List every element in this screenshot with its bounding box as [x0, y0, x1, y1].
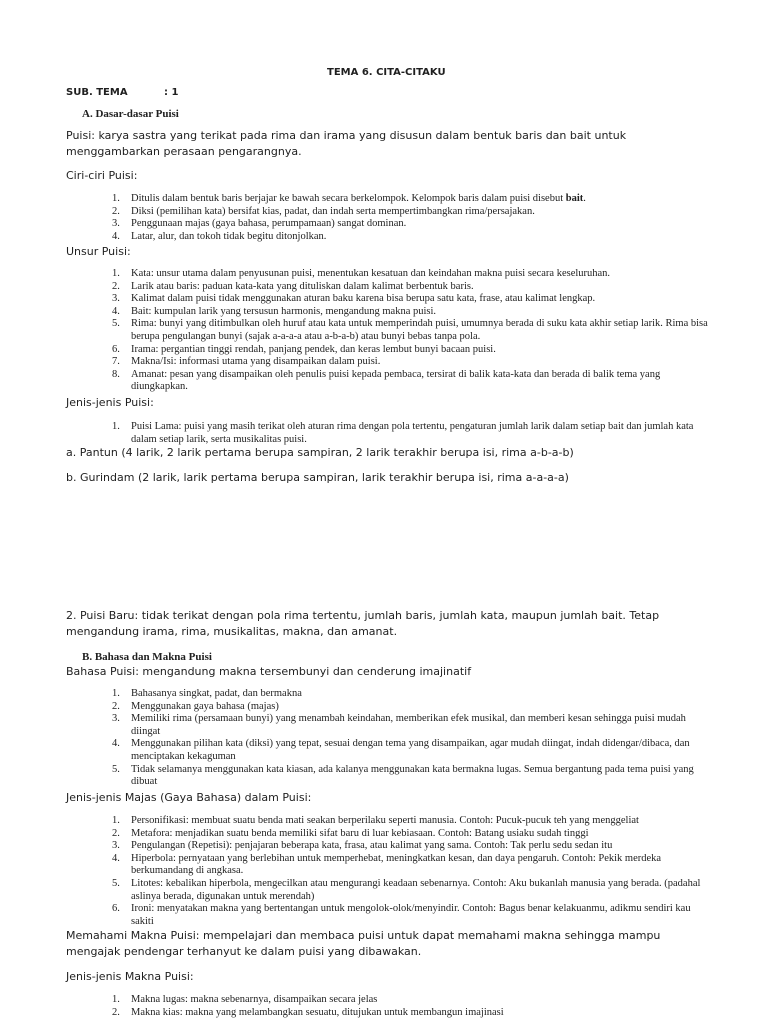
ciri-1-bold: bait	[565, 193, 584, 204]
majas-heading: Jenis-jenis Majas (Gaya Bahasa) dalam Puisi:	[66, 791, 312, 804]
list-item-text: Larik atau baris: paduan kata-kata yang dituliskan dalam kalimat berbentuk baris.	[131, 280, 474, 292]
list-item-text: Latar, alur, dan tokoh tidak begitu ditonjolkan.	[131, 230, 327, 242]
list-item: 3. Memiliki rima (persamaan bunyi) yang menambah keindahan, memberikan efek musikal, dan memberi kesan sehingga puisi mudah diingat	[112, 713, 686, 737]
list-item-text: Penggunaan majas (gaya bahasa, perumpamaan) sangat dominan.	[131, 218, 407, 230]
list-item-text: Makna kias: makna yang melambangkan sesuatu, ditujukan untuk membangun imajinasi	[131, 1006, 504, 1018]
list-item-text: Kata: unsur utama dalam penyusunan puisi, menentukan kesatuan dan keindahan makna puisi secara keseluruhan.	[131, 268, 611, 279]
list-item: 1. Puisi Lama: puisi yang masih terikat oleh aturan rima dengan pola tertentu, pengaturan jumlah larik dalam setiap bait dan jumlah kata dalam setiap larik, serta musikalitas puisi.	[112, 421, 694, 445]
list-item-text: Kalimat dalam puisi tidak menggunakan aturan baku karena bisa berupa satu kata, frase, atau kalimat lengkap.	[131, 293, 596, 305]
list-item: 2. Diksi (pemilihan kata) bersifat kias, padat, dan indah serta mempertimbangkan rima/persajakan.	[112, 205, 535, 217]
list-item: 6. Ironi: menyatakan makna yang bertentangan untuk mengolok-olok/menyindir. Contoh: Bagus benar kelakuanmu, adikmu sendiri kau sakiti	[112, 903, 691, 927]
ciri-1-end: .	[583, 193, 586, 204]
list-item-text: Menggunakan gaya bahasa (majas)	[131, 700, 279, 712]
list-item: 5. Litotes: kebalikan hiperbola, mengecilkan atau mengurangi keadaan sebenarnya. Contoh: Aku bukanlah manusia yang berada. (padahal aslinya berada, digunakan untuk merendah)	[112, 877, 701, 902]
puisi-definition: Puisi: karya sastra yang terikat pada rima dan irama yang disusun dalam bentuk baris dan bait untuk menggambarkan perasaan pengarangnya.	[66, 129, 627, 158]
list-item: 2. Makna kias: makna yang melambangkan sesuatu, ditujukan untuk membangun imajinasi	[112, 1006, 504, 1018]
memahami-makna-text: Memahami Makna Puisi: mempelajari dan membaca puisi untuk dapat memahami makna sehingga mampu mengajak pendengar terhanyut ke dalam puisi yang dibawakan.	[66, 929, 661, 958]
list-item: 2. Metafora: menjadikan suatu benda memiliki sifat baru di luar kebiasaan. Contoh: Batang usiaku sudah tinggi	[112, 827, 589, 839]
bahasa-list	[112, 688, 712, 789]
bahasa-definition: Bahasa Puisi: mengandung makna tersembunyi dan cenderung imajinatif	[66, 665, 472, 678]
list-item-text: Tidak selamanya menggunakan kata kiasan, ada kalanya menggunakan kata bermakna lugas. Semua bergantung pada tema puisi yang dibuat	[131, 763, 694, 788]
list-item: 3. Pengulangan (Repetisi): penjajaran beberapa kata, frasa, atau kalimat yang sama. Contoh: Tak perlu sedu sedan itu	[112, 840, 613, 852]
list-item: 1. Kata: unsur utama dalam penyusunan puisi, menentukan kesatuan dan keindahan makna puisi secara keseluruhan.	[112, 268, 611, 279]
list-item-text: Ironi: menyatakan makna yang bertentangan untuk mengolok-olok/menyindir. Contoh: Bagus benar kelakuanmu, adikmu sendiri kau sakiti	[131, 903, 691, 927]
pantun-text: a. Pantun (4 larik, 2 larik pertama berupa sampiran, 2 larik terakhir berupa isi, rima a-b-a-b)	[66, 446, 574, 459]
list-item-text: Irama: pergantian tinggi rendah, panjang pendek, dan keras lembut bunyi bacaan puisi.	[131, 343, 496, 355]
list-item: 1. Bahasanya singkat, padat, dan bermakna	[112, 688, 302, 699]
list-item: 1. Personifikasi: membuat suatu benda mati seakan berperilaku seperti manusia. Contoh: Pucuk-pucuk teh yang menggeliat	[112, 815, 639, 826]
section-a-heading: A. Dasar-dasar Puisi	[82, 108, 179, 120]
section-b-heading: B. Bahasa dan Makna Puisi	[82, 651, 212, 663]
ciri-1-text: Ditulis dalam bentuk baris berjajar ke bawah secara berkelompok. Kelompok baris dalam puisi disebut	[131, 193, 566, 204]
unsur-heading: Unsur Puisi:	[66, 245, 131, 258]
list-item-text: Rima: bunyi yang ditimbulkan oleh huruf atau kata untuk memperindah puisi, umumnya berada di suku kata akhir setiap larik. Rima bisa berupa pengulangan bunyi (sajak a-a-a-a atau a-b-a-b) atau bunyi bebas tanpa pola.	[131, 318, 708, 342]
list-item-text: Diksi (pemilihan kata) bersifat kias, padat, dan indah serta mempertimbangkan rima/persajakan.	[131, 205, 535, 217]
list-item: 4. Hiperbola: pernyataan yang berlebihan untuk memperhebat, meningkatkan kesan, dan daya pengaruh. Contoh: Pekik merdeka berkumandang di angkasa.	[112, 852, 662, 877]
list-item-text: Pengulangan (Repetisi): penjajaran beberapa kata, frasa, atau kalimat yang sama. Contoh: Tak perlu sedu sedan itu	[131, 840, 613, 852]
list-item-text: Menggunakan pilihan kata (diksi) yang tepat, sesuai dengan tema yang disampaikan, agar mudah diingat, indah didengar/dibaca, dan menciptakan kekaguman	[131, 738, 690, 762]
list-item: 4. Latar, alur, dan tokoh tidak begitu ditonjolkan.	[112, 230, 327, 242]
list-item-text: Puisi Lama: puisi yang masih terikat oleh aturan rima dengan pola tertentu, pengaturan jumlah larik dalam setiap bait dan jumlah kata dalam setiap larik, serta musikalitas puisi.	[131, 421, 694, 445]
list-item-text: Personifikasi: membuat suatu benda mati seakan berperilaku seperti manusia. Contoh: Pucuk-pucuk teh yang menggeliat	[131, 815, 639, 826]
jenis-list	[112, 421, 712, 446]
subtema-label: SUB. TEMA	[66, 87, 128, 98]
ciri-heading: Ciri-ciri Puisi:	[66, 169, 138, 182]
list-item: 5. Tidak selamanya menggunakan kata kiasan, ada kalanya menggunakan kata bermakna lugas. Semua bergantung pada tema puisi yang dibuat	[112, 763, 694, 788]
list-item: 4. Menggunakan pilihan kata (diksi) yang tepat, sesuai dengan tema yang disampaikan, agar mudah diingat, indah didengar/dibaca, dan menciptakan kekaguman	[112, 738, 690, 762]
list-item: 2. Larik atau baris: paduan kata-kata yang dituliskan dalam kalimat berbentuk baris.	[112, 280, 474, 292]
makna-list	[112, 994, 712, 1019]
jenis-heading: Jenis-jenis Puisi:	[66, 396, 154, 409]
list-item-text: Bait: kumpulan larik yang tersusun harmonis, mengandung makna puisi.	[131, 305, 437, 317]
list-item-text: Litotes: kebalikan hiperbola, mengecilkan atau mengurangi keadaan sebenarnya. Contoh: Aku bukanlah manusia yang berada. (padahal aslinya berada, digunakan untuk merendah)	[131, 877, 701, 902]
list-item: 1. Ditulis dalam bentuk baris berjajar ke bawah secara berkelompok. Kelompok baris dalam puisi disebut bait.	[112, 193, 586, 204]
list-item-text: Hiperbola: pernyataan yang berlebihan untuk memperhebat, meningkatkan kesan, dan daya pengaruh. Contoh: Pekik merdeka berkumandang di angkasa.	[131, 852, 662, 877]
doc-title: TEMA 6. CITA-CITAKU	[327, 67, 446, 78]
list-item: 5. Rima: bunyi yang ditimbulkan oleh huruf atau kata untuk memperindah puisi, umumnya berada di suku kata akhir setiap larik. Rima bisa berupa pengulangan bunyi (sajak a-a-a-a atau a-b-a-b) atau bunyi bebas tanpa pola.	[112, 318, 708, 342]
gurindam-text: b. Gurindam (2 larik, larik pertama berupa sampiran, larik terakhir berupa isi, rima a-a-a-a)	[66, 471, 569, 484]
list-item-text: Bahasanya singkat, padat, dan bermakna	[131, 688, 302, 699]
subtema-value: : 1	[164, 87, 179, 98]
list-item: 6. Irama: pergantian tinggi rendah, panjang pendek, dan keras lembut bunyi bacaan puisi.	[112, 343, 496, 355]
list-item: 8. Amanat: pesan yang disampaikan oleh penulis puisi kepada pembaca, tersirat di balik kata-kata dan berada di balik tema yang diungkapkan.	[112, 368, 661, 393]
list-item: 1. Makna lugas: makna sebenarnya, disampaikan secara jelas	[112, 994, 378, 1005]
list-item-text: Makna/Isi: informasi utama yang disampaikan dalam puisi.	[131, 356, 381, 368]
list-item-text: Metafora: menjadikan suatu benda memiliki sifat baru di luar kebiasaan. Contoh: Batang usiaku sudah tinggi	[131, 827, 589, 839]
list-item-text: Amanat: pesan yang disampaikan oleh penulis puisi kepada pembaca, tersirat di balik kata-kata dan berada di balik tema yang diungkapkan.	[131, 368, 661, 393]
unsur-list	[112, 268, 712, 394]
majas-list	[112, 815, 712, 928]
list-item: 3. Penggunaan majas (gaya bahasa, perumpamaan) sangat dominan.	[112, 218, 407, 230]
list-item: 3. Kalimat dalam puisi tidak menggunakan aturan baku karena bisa berupa satu kata, frase, atau kalimat lengkap.	[112, 293, 596, 305]
list-item: 2. Menggunakan gaya bahasa (majas)	[112, 700, 279, 712]
list-item-text: Memiliki rima (persamaan bunyi) yang menambah keindahan, memberikan efek musikal, dan memberi kesan sehingga puisi mudah diingat	[131, 713, 686, 737]
list-item-text: Makna lugas: makna sebenarnya, disampaikan secara jelas	[131, 994, 378, 1005]
makna-heading: Jenis-jenis Makna Puisi:	[66, 970, 194, 983]
list-item: 7. Makna/Isi: informasi utama yang disampaikan dalam puisi.	[112, 356, 381, 368]
ciri-list	[112, 193, 712, 243]
puisi-baru-text: 2. Puisi Baru: tidak terikat dengan pola rima tertentu, jumlah baris, jumlah kata, maupun jumlah bait. Tetap mengandung irama, rima, musikalitas, makna, dan amanat.	[66, 609, 660, 638]
list-item: 4. Bait: kumpulan larik yang tersusun harmonis, mengandung makna puisi.	[112, 305, 437, 317]
